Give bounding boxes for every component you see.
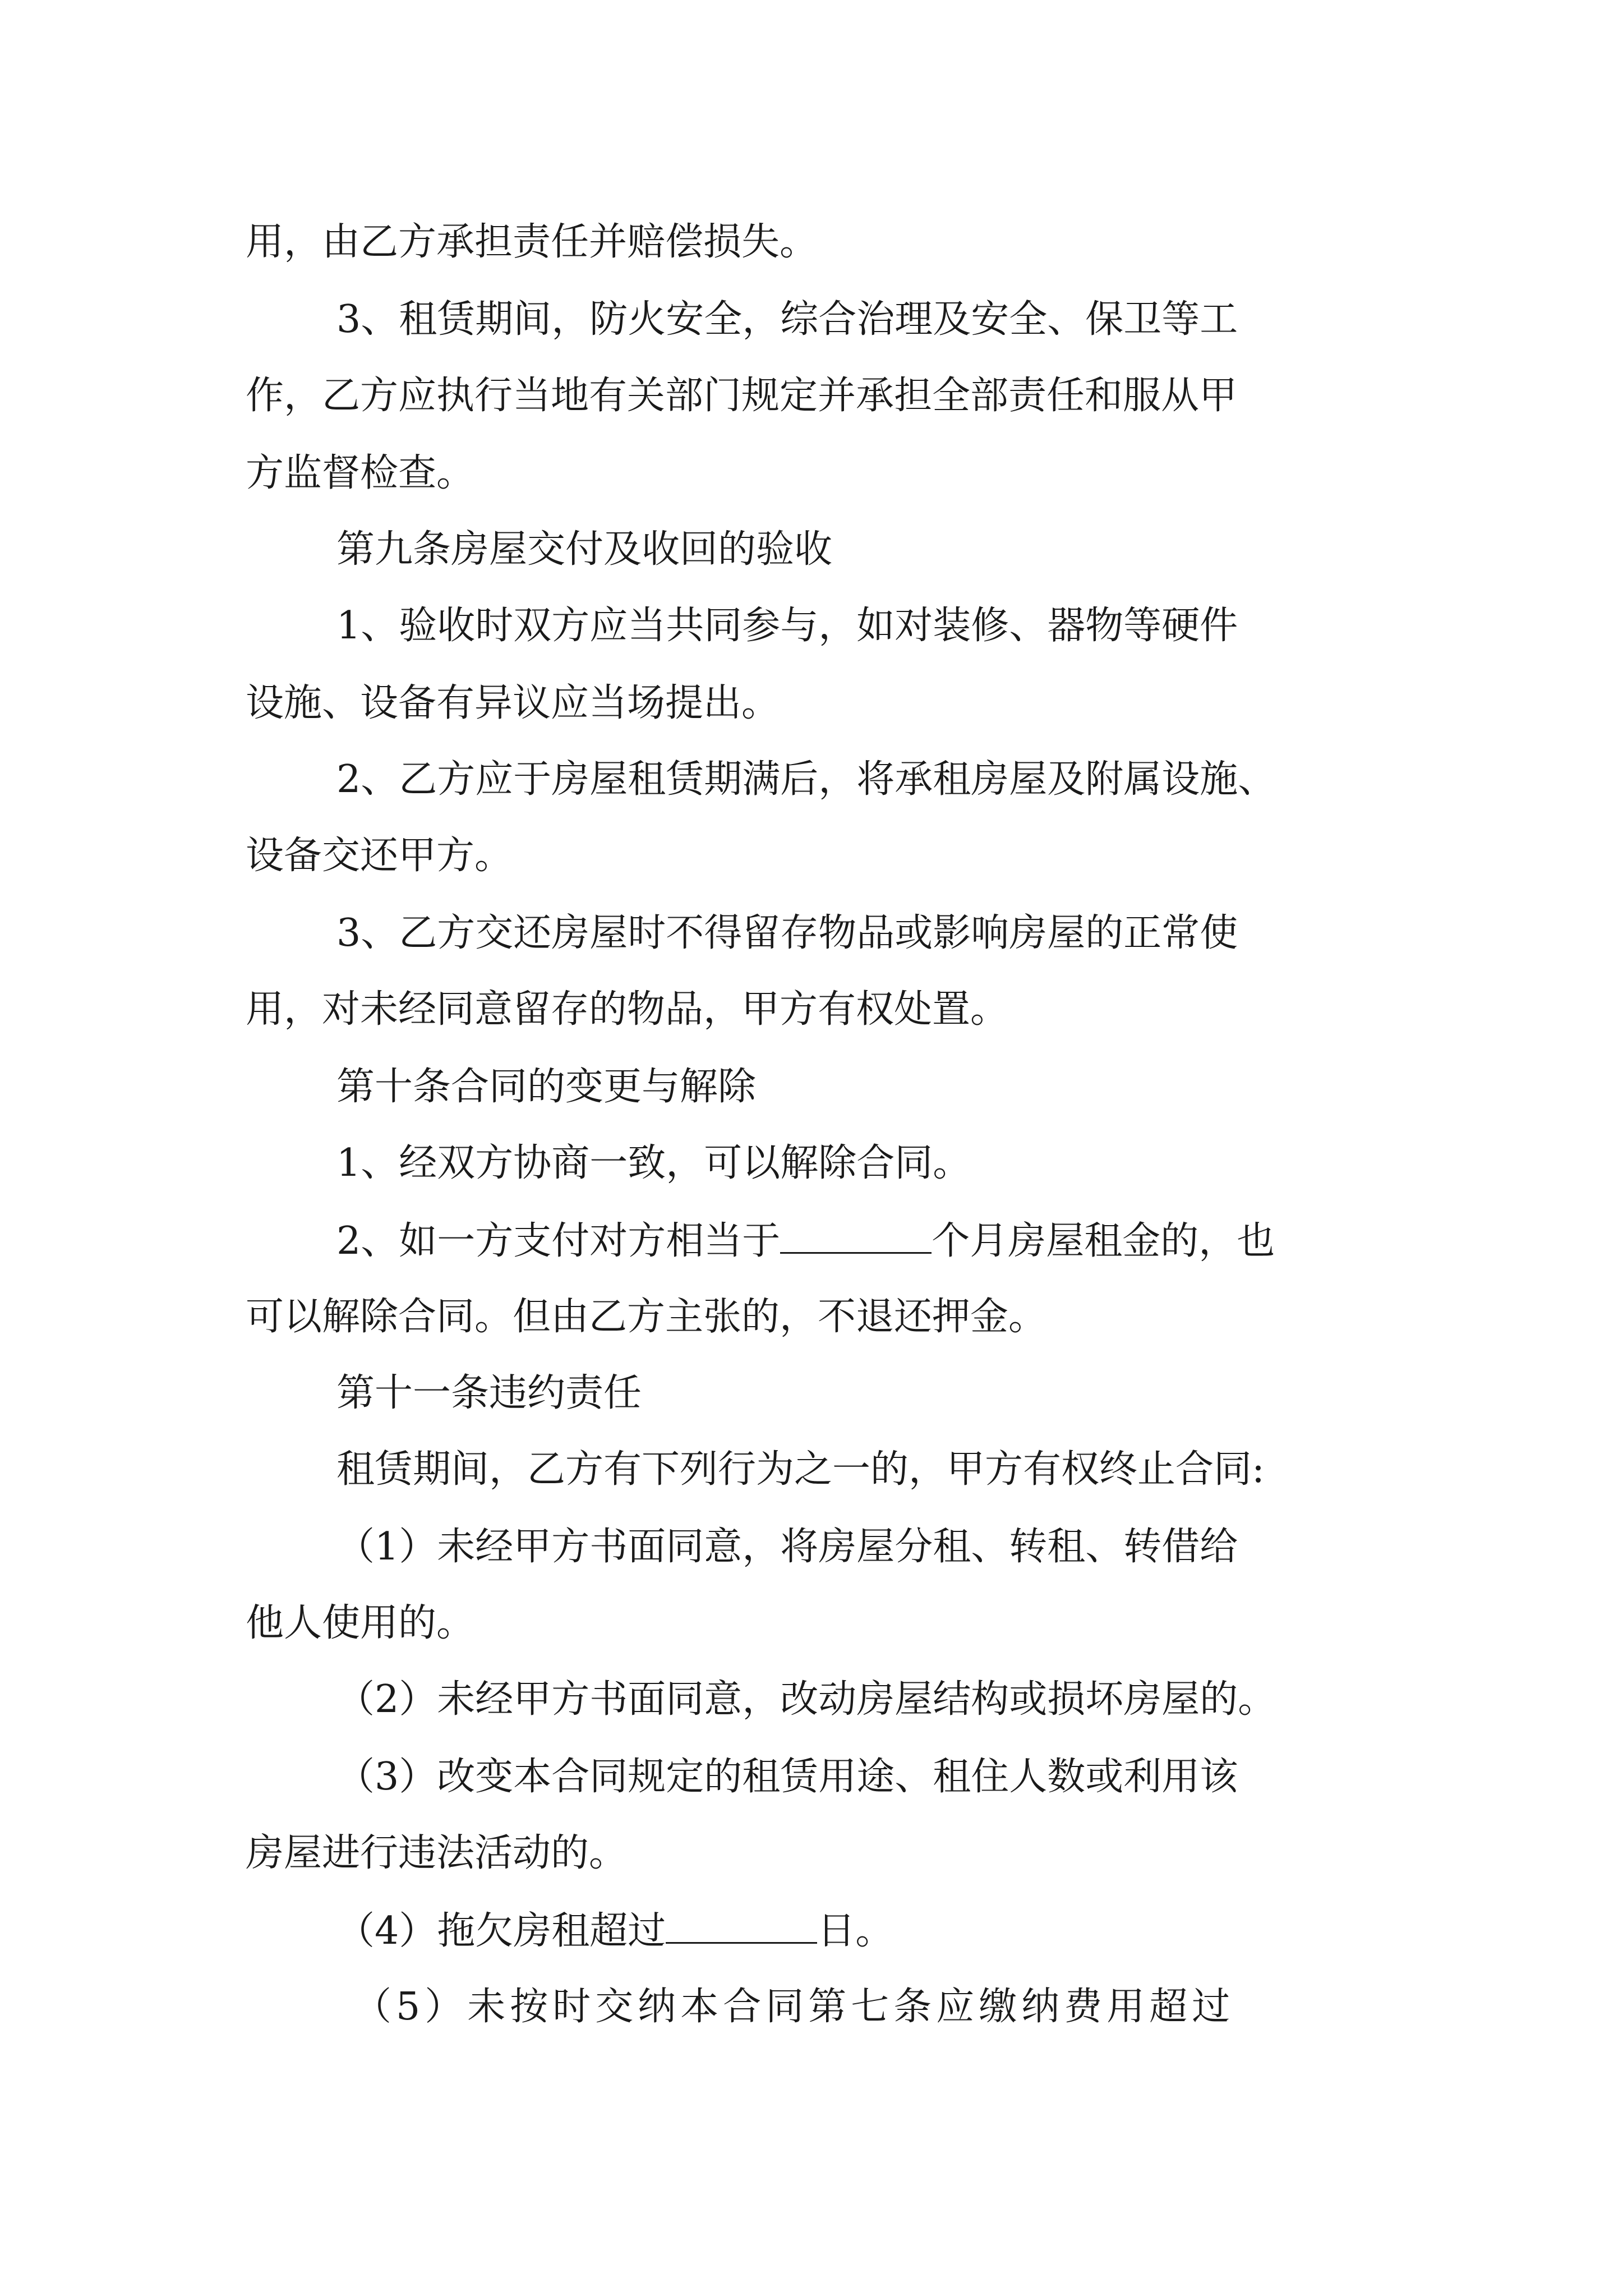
article-10-item-2-text-a: 2、如一方支付对方相当于: [336, 1219, 781, 1263]
breach-item-5-line-1: （5）未按时交纳本合同第七条应缴纳费用超过: [353, 1985, 1235, 2029]
article-9-item-1-line-2: 设施、设备有异议应当场提出。: [246, 681, 780, 725]
article-9-item-1-line-1: 1、验收时双方应当共同参与，如对装修、器物等硬件: [336, 604, 1238, 648]
article-9-item-3-line-1: 3、乙方交还房屋时不得留存物品或影响房屋的正常使: [336, 911, 1238, 955]
clause-3-line-2: 作，乙方应执行当地有关部门规定并承担全部责任和服从甲: [246, 374, 1238, 418]
article-10-heading: 第十条合同的变更与解除: [336, 1065, 757, 1109]
article-10-item-2-text-b: 个月房屋租金的，也: [932, 1219, 1275, 1263]
breach-item-3-line-2: 房屋进行违法活动的。: [246, 1831, 628, 1875]
clause-3-line-1: 3、租赁期间，防火安全，综合治理及安全、保卫等工: [336, 297, 1238, 342]
paragraph-line: 用，由乙方承担责任并赔偿损失。: [246, 220, 818, 264]
breach-item-3-line-1: （3）改变本合同规定的租赁用途、租住人数或利用该: [336, 1755, 1238, 1799]
article-10-item-2-line-2: 可以解除合同。但由乙方主张的，不退还押金。: [246, 1295, 1047, 1339]
article-11-heading: 第十一条违约责任: [336, 1371, 642, 1415]
article-9-item-3-line-2: 用，对未经同意留存的物品，甲方有权处置。: [246, 987, 1009, 1032]
fill-in-blank-days[interactable]: [666, 1911, 817, 1944]
breach-item-4-text-b: 日。: [817, 1909, 894, 1953]
article-9-heading: 第九条房屋交付及收回的验收: [336, 527, 833, 572]
article-10-item-2-line-1: [336, 1219, 1275, 1263]
article-10-item-1: 1、经双方协商一致，可以解除合同。: [336, 1141, 971, 1185]
breach-item-4: [336, 1909, 894, 1953]
article-9-item-2-line-1: 2、乙方应于房屋租赁期满后，将承租房屋及附属设施、: [336, 757, 1276, 802]
breach-item-1-line-1: （1）未经甲方书面同意，将房屋分租、转租、转借给: [336, 1525, 1238, 1569]
breach-item-4-text-a: （4）拖欠房租超过: [336, 1909, 666, 1953]
breach-item-2: （2）未经甲方书面同意，改动房屋结构或损坏房屋的。: [336, 1677, 1276, 1722]
article-11-intro: 租赁期间，乙方有下列行为之一的，甲方有权终止合同:: [336, 1447, 1265, 1492]
breach-item-1-line-2: 他人使用的。: [246, 1601, 475, 1645]
fill-in-blank-months[interactable]: [780, 1221, 932, 1254]
clause-3-line-3: 方监督检查。: [246, 451, 475, 495]
article-9-item-2-line-2: 设备交还甲方。: [246, 834, 513, 878]
